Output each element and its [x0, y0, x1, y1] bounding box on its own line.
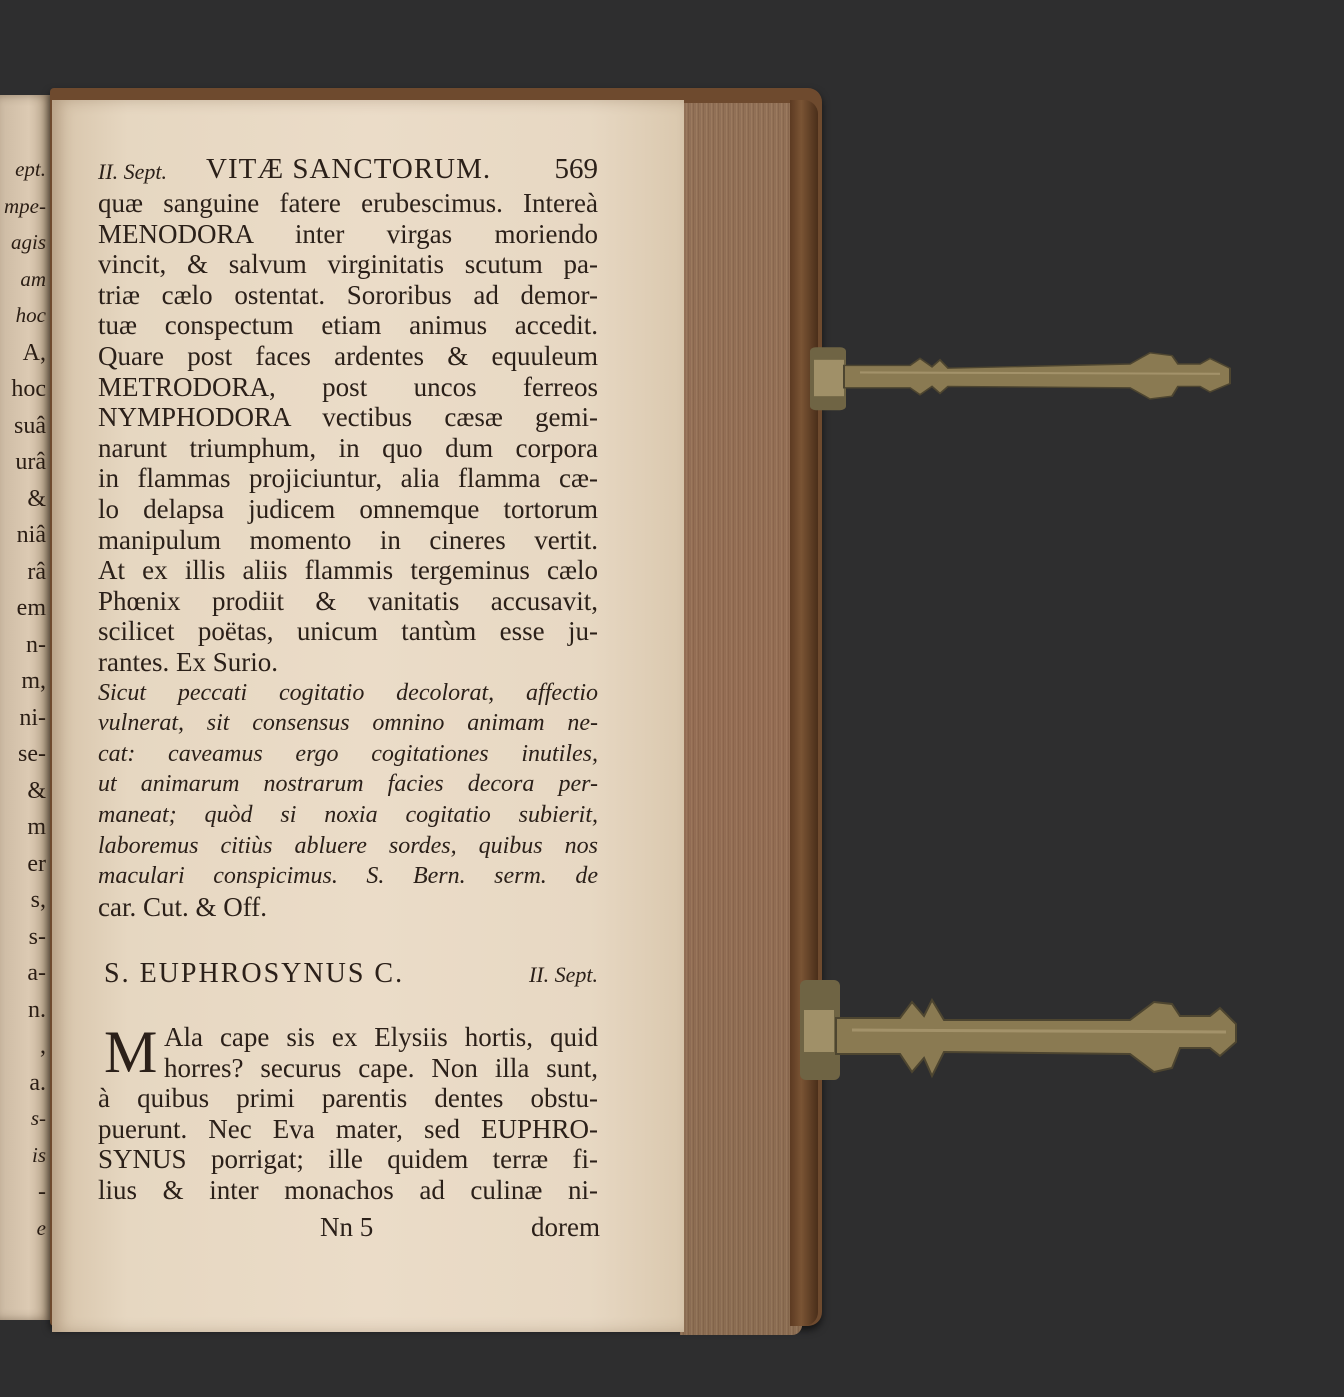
signature-mark: Nn 5 [320, 1212, 374, 1242]
body-line: triæ cælo ostentat. Sororibus ad demor- [98, 279, 598, 310]
body-line: scilicet poëtas, unicum tantùm esse ju- [98, 616, 598, 647]
cover-edge [790, 100, 818, 1326]
left-page-fragment: , [40, 1033, 46, 1059]
body-line: tuæ conspectum etiam animus accedit. [98, 310, 598, 341]
section-line: horres? securus cape. Non illa sunt, [164, 1052, 598, 1083]
body-line: ut animarum nostrarum facies decora per- [98, 771, 598, 798]
left-page-fragment: s, [30, 887, 46, 913]
left-page-fragment: se- [18, 741, 46, 767]
header-title: VITÆ SANCTORUM. [206, 153, 492, 185]
body-line: manipulum momento in cineres vertit. [98, 524, 598, 555]
left-page-fragment: m, [21, 668, 46, 694]
body-line: car. Cut. & Off. [98, 891, 267, 922]
body-line: METRODORA, post uncos ferreos [98, 371, 598, 402]
body-text [98, 188, 598, 928]
section-heading [104, 958, 598, 992]
left-page-fragment: & [27, 485, 46, 512]
body-line: rantes. Ex Surio. [98, 647, 278, 677]
left-facing-page [0, 95, 52, 1320]
left-page-fragment: s- [30, 1106, 46, 1130]
section-line: Ala cape sis ex Elysiis hortis, quid [164, 1022, 598, 1052]
left-page-fragment: A, [22, 339, 46, 366]
body-line: narunt triumphum, in quo dum corpora [98, 432, 598, 463]
left-page-fragment: râ [27, 558, 46, 585]
body-line: Quare post faces ardentes & equuleum [98, 341, 598, 371]
left-page-fragment: n- [26, 631, 46, 658]
header-date: II. Sept. [98, 159, 168, 184]
section-line: à quibus primi parentis dentes obstu- [98, 1083, 598, 1114]
left-page-fragment: & [27, 777, 46, 804]
body-line: cat: caveamus ergo cogitationes inutiles, [98, 740, 598, 767]
page-number: 569 [554, 153, 598, 185]
left-page-fragment: agis [10, 230, 46, 254]
left-page-fragment: n. [28, 996, 46, 1023]
body-line: in flammas projiciuntur, alia flamma cæ- [98, 463, 598, 494]
body-line: quæ sanguine fatere erubescimus. Intereà [98, 188, 598, 218]
body-line: MENODORA inter virgas moriendo [98, 218, 598, 249]
left-page-fragment: m [27, 814, 46, 840]
body-line: NYMPHODORA vectibus cæsæ gemi- [98, 402, 598, 433]
left-page-fragment: hoc [11, 376, 46, 402]
upper-clasp-icon [800, 343, 1240, 413]
left-page-fragment: niâ [16, 522, 46, 548]
left-page-fragment: em [16, 595, 46, 621]
body-line: vincit, & salvum virginitatis scutum pa- [98, 249, 598, 280]
body-line: vulnerat, sit consensus omnino animam ne- [98, 710, 598, 737]
left-page-fragment: e [36, 1215, 46, 1240]
section-line: SYNUS porrigat; ille quidem terræ fi- [98, 1144, 598, 1175]
section-date: II. Sept. [528, 962, 598, 987]
section-title: S. EUPHROSYNUS C. [104, 958, 405, 989]
body-line: At ex illis aliis flammis tergeminus cælo [98, 555, 598, 586]
body-line: Phœnix prodiit & vanitatis accusavit, [98, 585, 598, 616]
left-page-fragment: urâ [15, 449, 46, 475]
body-line: lo delapsa judicem omnemque tortorum [98, 494, 598, 524]
left-page-fragment: s- [28, 923, 46, 950]
running-header [98, 153, 598, 187]
left-page-fragment: a. [29, 1069, 46, 1096]
section-line: puerunt. Nec Eva mater, sed EUPHRO- [98, 1113, 598, 1144]
left-page-fragment: is [31, 1142, 46, 1167]
section-line: lius & inter monachos ad culinæ ni- [98, 1175, 598, 1205]
body-line: maculari conspicimus. S. Bern. serm. de [98, 863, 598, 890]
left-page-fragment: a- [27, 960, 46, 986]
body-line: laboremus citiùs abluere sordes, quibus nos [98, 832, 598, 859]
left-page-fragment: hoc [15, 303, 46, 327]
body-line: maneat; quòd si noxia cogitatio subierit, [98, 802, 598, 828]
left-page-fragment: - [38, 1179, 46, 1205]
left-page-fragment: ept. [15, 157, 46, 181]
left-page-fragment: am [20, 266, 46, 291]
left-page-fragment: suâ [14, 412, 46, 439]
left-page-fragment: er [27, 850, 46, 877]
page-footer [98, 1212, 600, 1246]
catchword: dorem [531, 1212, 600, 1242]
left-page-fragment: ni- [19, 704, 46, 731]
page-fore-edge [680, 103, 802, 1335]
lower-clasp-icon [800, 980, 1240, 1092]
body-line: Sicut peccati cogitatio decolorat, affectio [98, 679, 598, 706]
section-text [98, 1019, 598, 1212]
drop-cap: M [104, 1019, 158, 1085]
left-page-fragment: mpe- [4, 193, 46, 218]
